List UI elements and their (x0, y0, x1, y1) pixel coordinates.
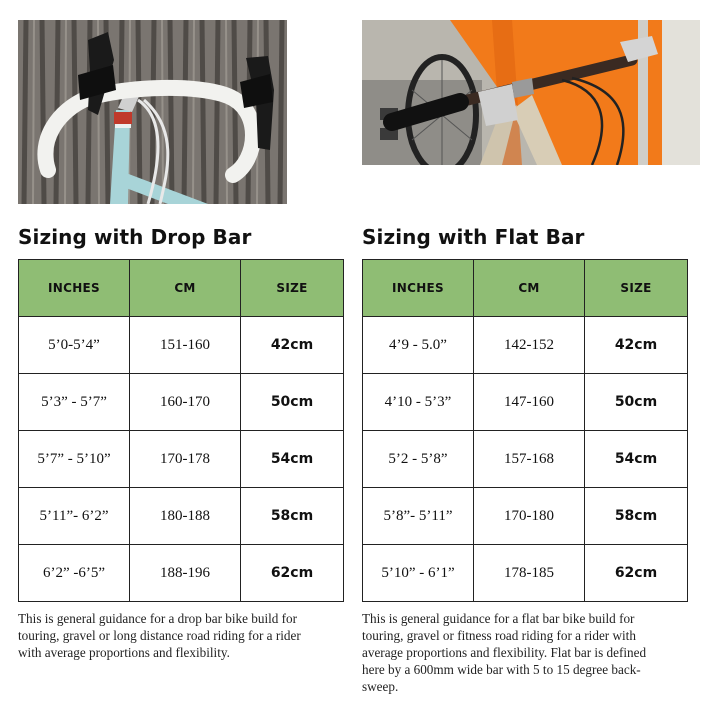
cm-cell: 188-196 (130, 545, 241, 602)
cm-cell: 151-160 (130, 317, 241, 374)
table-row (19, 545, 344, 602)
inches-cell: 5’10” - 6’1” (363, 545, 474, 602)
flat-bar-photo (362, 20, 700, 165)
table-header-row (19, 260, 344, 317)
inches-cell: 5’11”- 6’2” (19, 488, 130, 545)
inches-cell: 5’3” - 5’7” (19, 374, 130, 431)
inches-cell: 5’2 - 5’8” (363, 431, 474, 488)
size-cell: 42cm (585, 317, 688, 374)
inches-cell: 6’2” -6’5” (19, 545, 130, 602)
table-row (363, 431, 688, 488)
column-header-cm: CM (474, 260, 585, 317)
table-row (19, 431, 344, 488)
inches-cell: 5’8”- 5’11” (363, 488, 474, 545)
column-header-size: SIZE (241, 260, 344, 317)
flat-bar-sizing-table (362, 259, 688, 602)
size-cell: 62cm (241, 545, 344, 602)
column-header-inches: INCHES (363, 260, 474, 317)
size-cell: 62cm (585, 545, 688, 602)
flat-bar-heading: Sizing with Flat Bar (362, 225, 585, 249)
table-row (19, 374, 344, 431)
drop-bar-guidance-note: This is general guidance for a drop bar bike build for touring, gravel or long distance road riding for a rider with average proportions and flexibility. (18, 611, 301, 660)
drop-bar-photo (18, 20, 287, 204)
cm-cell: 178-185 (474, 545, 585, 602)
table-row (363, 488, 688, 545)
table-row (19, 488, 344, 545)
table-header-row (363, 260, 688, 317)
cm-cell: 142-152 (474, 317, 585, 374)
size-cell: 58cm (585, 488, 688, 545)
cm-cell: 147-160 (474, 374, 585, 431)
inches-cell: 4’10 - 5’3” (363, 374, 474, 431)
inches-cell: 5’0-5’4” (19, 317, 130, 374)
flat-bar-illustration (362, 20, 700, 165)
size-cell: 58cm (241, 488, 344, 545)
flat-bar-guidance-note: This is general guidance for a flat bar bike build for touring, gravel or fitness road riding for a rider with average proportions and flexibility. Flat bar is defined here by a 600mm wide bar with 5 to 15 degree back-sweep. (362, 611, 647, 694)
inches-cell: 5’7” - 5’10” (19, 431, 130, 488)
size-cell: 54cm (241, 431, 344, 488)
column-header-size: SIZE (585, 260, 688, 317)
table-row (19, 317, 344, 374)
cm-cell: 180-188 (130, 488, 241, 545)
cm-cell: 157-168 (474, 431, 585, 488)
drop-bar-illustration (18, 20, 287, 204)
table-row (363, 545, 688, 602)
size-cell: 50cm (241, 374, 344, 431)
column-header-inches: INCHES (19, 260, 130, 317)
size-cell: 50cm (585, 374, 688, 431)
table-row (363, 317, 688, 374)
cm-cell: 170-178 (130, 431, 241, 488)
cm-cell: 160-170 (130, 374, 241, 431)
drop-bar-heading: Sizing with Drop Bar (18, 225, 252, 249)
inches-cell: 4’9 - 5.0” (363, 317, 474, 374)
size-cell: 54cm (585, 431, 688, 488)
cm-cell: 170-180 (474, 488, 585, 545)
drop-bar-sizing-table (18, 259, 344, 602)
column-header-cm: CM (130, 260, 241, 317)
size-cell: 42cm (241, 317, 344, 374)
table-row (363, 374, 688, 431)
